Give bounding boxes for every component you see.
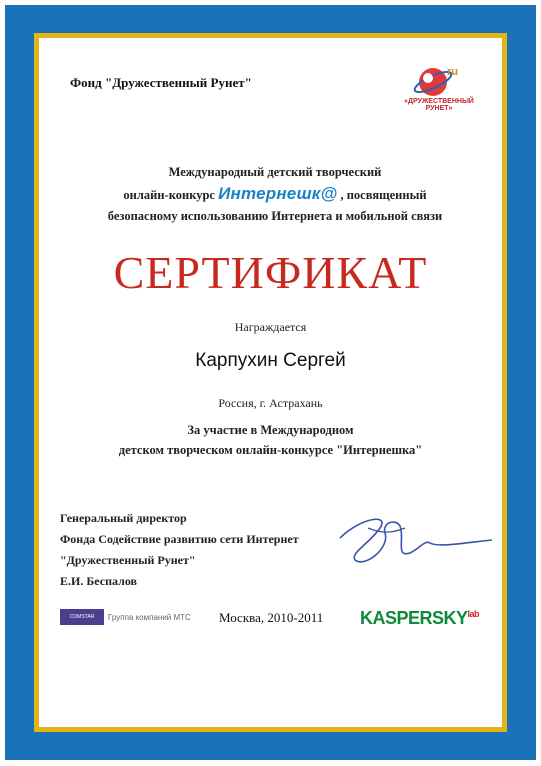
reason-line-1: За участие в Международном bbox=[187, 423, 354, 437]
contest-description bbox=[60, 162, 490, 227]
fund-name: Фонд "Дружественный Рунет" bbox=[70, 75, 252, 90]
reason-line-2: детском творческом онлайн-конкурсе "Интернешка" bbox=[118, 443, 423, 457]
kaspersky-logo bbox=[360, 608, 479, 629]
certificate-title: СЕРТИФИКАТ bbox=[113, 247, 428, 298]
contest-line-1: Международный детский творческий bbox=[168, 165, 382, 179]
logo-caption: «ДРУЖЕСТВЕННЫЙ РУНЕТ» bbox=[404, 98, 474, 112]
contest-brand-logo: Интернешк@ bbox=[218, 184, 338, 203]
mts-group-label: Группа компаний МТС bbox=[108, 612, 191, 622]
kaspersky-lab: lab bbox=[467, 609, 480, 619]
signer-block bbox=[60, 508, 299, 592]
awardee-name: Карпухин Сергей bbox=[195, 350, 346, 371]
signer-line-2: Фонда Содействие развитию сети Интернет bbox=[60, 532, 299, 546]
contest-line-2 bbox=[60, 183, 490, 206]
handwritten-signature bbox=[320, 498, 500, 578]
contest-line-2-before: онлайн-конкурс bbox=[123, 188, 215, 202]
kaspersky-wordmark: KASPERSKY bbox=[360, 608, 468, 628]
blue-frame bbox=[5, 5, 536, 760]
award-reason bbox=[0, 420, 541, 460]
city-year: Москва, 2010-2011 bbox=[219, 610, 324, 625]
awarded-label: Награждается bbox=[234, 320, 307, 334]
comstar-badge: COMSTAR bbox=[60, 609, 104, 625]
sponsor-mts-logo bbox=[60, 608, 200, 626]
signer-line-3: "Дружественный Рунет" bbox=[60, 553, 196, 567]
signer-line-1: Генеральный директор bbox=[60, 511, 187, 525]
logo-ru-text: ru bbox=[447, 66, 458, 78]
contest-line-3: безопасному использованию Интернета и мобильной связи bbox=[107, 209, 443, 223]
signer-line-4: Е.И. Беспалов bbox=[60, 574, 138, 588]
awardee-location: Россия, г. Астрахань bbox=[218, 396, 323, 410]
contest-line-2-after: , посвященный bbox=[340, 188, 427, 202]
